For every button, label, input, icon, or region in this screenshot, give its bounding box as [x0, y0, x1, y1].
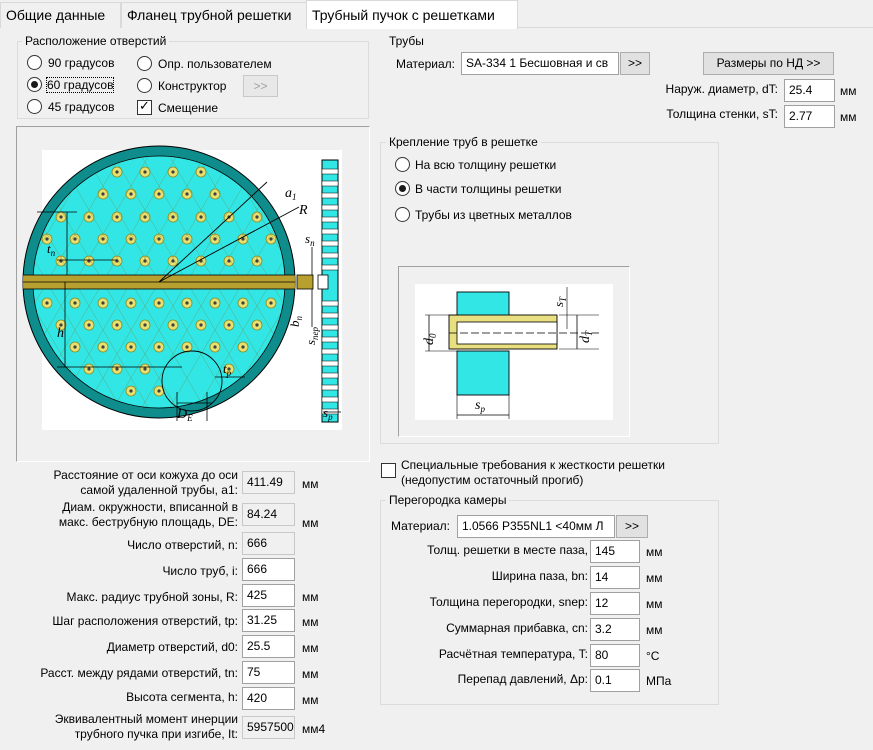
tube-hole-center [129, 389, 132, 392]
side-tube-cut [322, 349, 338, 354]
side-tube-cut [322, 325, 338, 330]
tube-hole-center [157, 345, 160, 348]
check-mark-icon: ✓ [139, 98, 150, 113]
segment-height-label: Высота сегмента, h: [126, 690, 238, 704]
radio-60-degrees[interactable] [27, 77, 42, 92]
label-tn: $t_n$ [47, 241, 56, 258]
partition-wall-field[interactable]: 12 [590, 592, 640, 615]
radio-full-thickness-label: На всю толщину решетки [415, 158, 557, 172]
hole-diameter-label: Диаметр отверстий, d0: [106, 640, 238, 654]
tube-zone-radius-label: Макс. радиус трубной зоны, R: [66, 590, 238, 604]
allowance-label: Суммарная прибавка, cn: [446, 621, 588, 635]
tube-zone-radius-field[interactable]: 425 [242, 584, 295, 607]
tube-hole-center [255, 215, 258, 218]
label-sn: $s_n$ [305, 231, 315, 248]
side-tube-cut [322, 373, 338, 378]
side-tube-cut [322, 397, 338, 402]
outer-diameter-label: Наруж. диаметр, dT: [665, 82, 778, 96]
side-tube-cut [322, 265, 338, 270]
holes-layout-legend: Расположение отверстий [22, 34, 169, 48]
radio-user-defined-label: Опр. пользователем [158, 57, 272, 71]
side-tube-cut [322, 193, 338, 198]
tube-hole-center [185, 345, 188, 348]
label-h: h [57, 326, 64, 341]
tube-hole-center [199, 170, 202, 173]
row-spacing-unit: мм [302, 667, 319, 681]
tube-hole-center [73, 345, 76, 348]
tube-hole-center [157, 192, 160, 195]
tubes-count-label: Число труб, i: [162, 564, 238, 578]
pressure-drop-unit: МПа [646, 674, 672, 688]
tubes-legend: Трубы [386, 34, 427, 48]
radio-partial-thickness[interactable] [395, 181, 410, 196]
tube-hole-center [45, 301, 48, 304]
tube-hole-center [101, 192, 104, 195]
slot-width-unit: мм [646, 571, 663, 585]
side-tube-cut [322, 169, 338, 174]
tube-hole-center [157, 389, 160, 392]
slot-width-field[interactable]: 14 [590, 566, 640, 589]
tube-hole-center [185, 237, 188, 240]
label-DE: $D_E$ [177, 407, 193, 423]
a1-label-line1: Расстояние от оси кожуха до оси [53, 468, 238, 482]
wall-thickness-field[interactable]: 2.77 [784, 105, 835, 128]
side-tube-cut [322, 241, 338, 246]
side-tube-cut [322, 181, 338, 186]
offset-checkbox-label: Смещение [158, 101, 219, 115]
radio-45-degrees-label: 45 градусов [48, 100, 115, 114]
tube-hole-center [143, 215, 146, 218]
tube-zone-radius-unit: мм [302, 590, 319, 604]
partition-thickness-label: Толщ. решетки в месте паза, [427, 543, 588, 557]
radio-90-degrees-label: 90 градусов [48, 56, 115, 70]
side-tube-cut [322, 361, 338, 366]
de-label-line2: макс. беструбную площадь, DE: [58, 515, 238, 529]
tube-joint-drawing-panel [398, 266, 630, 437]
partition-wall-unit: мм [646, 597, 663, 611]
outer-diameter-field[interactable]: 25.4 [784, 79, 835, 102]
label-joint-d0: $d_0$ [422, 333, 438, 345]
tube-hole-center [171, 215, 174, 218]
tube-hole-center [269, 237, 272, 240]
de-field: 84.24 [242, 503, 295, 526]
tube-hole-center [241, 301, 244, 304]
partition-material-button[interactable]: >> [616, 515, 648, 538]
tube-hole-center [241, 345, 244, 348]
allowance-unit: мм [646, 623, 663, 637]
tube-hole-center [199, 323, 202, 326]
side-tube-cut [322, 217, 338, 222]
de-unit: мм [302, 516, 319, 530]
tube-hole-center [213, 345, 216, 348]
stiffness-label-line1: Специальные требования к жесткости решетки [401, 458, 666, 472]
segment-height-unit: мм [302, 693, 319, 707]
tube-material-field[interactable]: SA-334 1 Бесшовная и св [461, 52, 619, 75]
tube-hole-center [101, 345, 104, 348]
label-tp: $t_p$ [223, 361, 232, 378]
partition-thickness-unit: мм [646, 545, 663, 559]
tube-hole-center [185, 301, 188, 304]
hole-diameter-field[interactable]: 25.5 [242, 635, 295, 658]
tube-hole-center [199, 215, 202, 218]
tube-hole-center [87, 215, 90, 218]
tube-hole-center [213, 301, 216, 304]
tube-hole-center [157, 237, 160, 240]
label-bn: $b_n$ [287, 316, 304, 327]
radio-90-degrees[interactable] [27, 55, 42, 70]
wall-thickness-unit: мм [840, 110, 857, 124]
partition-thickness-field[interactable]: 145 [590, 540, 640, 563]
tube-hole-center [185, 192, 188, 195]
side-tube-cut [322, 205, 338, 210]
tab-bar [0, 0, 873, 28]
inertia-field: 5957500 [242, 716, 295, 739]
hole-pitch-unit: мм [302, 615, 319, 629]
partition-wall-label: Толщина перегородки, snep: [429, 595, 588, 609]
inertia-unit: мм4 [302, 722, 326, 736]
tubes-count-field[interactable]: 666 [242, 558, 295, 581]
temperature-label: Расчётная температура, T: [438, 647, 588, 661]
radio-full-thickness[interactable] [395, 157, 410, 172]
label-joint-dT: $d_T$ [578, 330, 594, 343]
tube-hole-center [129, 301, 132, 304]
constructor-button[interactable]: >> [243, 75, 278, 97]
slot-width-label: Ширина паза, bn: [491, 569, 588, 583]
pressure-drop-field[interactable]: 0.1 [590, 669, 640, 692]
tube-hole-center [143, 367, 146, 370]
partition-material-field[interactable]: 1.0566 P355NL1 <40мм Л [457, 515, 615, 538]
tubesheet-drawing-panel [16, 126, 370, 462]
tubesheet-drawing [17, 127, 369, 461]
label-sp: $s_p$ [323, 405, 333, 422]
row-spacing-label: Расст. между рядами отверстий, tn: [40, 666, 238, 680]
label-a1: $a_1$ [285, 186, 297, 202]
tube-hole-center [73, 301, 76, 304]
segment-height-field[interactable]: 420 [242, 687, 295, 710]
label-R: R [299, 203, 308, 218]
tube-hole-center [129, 345, 132, 348]
wall-thickness-label: Толщина стенки, sT: [666, 107, 778, 121]
pressure-drop-label: Перепад давлений, Δp: [457, 672, 588, 686]
temperature-field[interactable]: 80 [590, 644, 640, 667]
radio-45-degrees[interactable] [27, 99, 42, 114]
tube-material-button[interactable]: >> [620, 52, 650, 75]
tab-tube-bundle[interactable]: Трубный пучок с решетками [306, 0, 518, 29]
radio-60-degrees-label: 60 градусов [47, 78, 114, 92]
side-tube-cut [322, 337, 338, 342]
tube-joint-drawing [399, 267, 629, 436]
inertia-label-line2: трубного пучка при изгибе, It: [74, 727, 238, 741]
a1-field: 411.49 [242, 471, 295, 494]
allowance-field[interactable]: 3.2 [590, 618, 640, 641]
de-label-line1: Диам. окружности, вписанной в [62, 500, 238, 514]
radio-constructor[interactable] [137, 78, 152, 93]
label-joint-sT: $s_T$ [551, 296, 568, 307]
temperature-unit: °C [646, 649, 660, 663]
tube-hole-center [171, 170, 174, 173]
tube-hole-center [213, 237, 216, 240]
tube-fixing-legend: Крепление труб в решетке [386, 135, 541, 149]
tube-hole-center [101, 301, 104, 304]
radio-constructor-label: Конструктор [158, 79, 227, 93]
tube-hole-center [115, 323, 118, 326]
radio-nonferrous-tubes[interactable] [395, 207, 410, 222]
hole-pitch-label: Шаг расположения отверстий, tp: [52, 614, 238, 628]
hole-diameter-unit: мм [302, 641, 319, 655]
side-tube-cut [322, 385, 338, 390]
tube-hole-center [129, 237, 132, 240]
tube-hole-center [73, 237, 76, 240]
side-tube-cut [322, 301, 338, 306]
holes-count-label: Число отверстий, n: [127, 538, 238, 552]
side-tube-cut [322, 313, 338, 318]
a1-unit: мм [302, 477, 319, 491]
tube-hole-center [157, 301, 160, 304]
radio-nonferrous-tubes-label: Трубы из цветных металлов [415, 208, 572, 222]
tube-hole-center [171, 323, 174, 326]
tube-hole-center [129, 192, 132, 195]
stiffness-label-line2: (недопустим остаточный прогиб) [401, 473, 584, 487]
hole-pitch-field[interactable]: 31.25 [242, 609, 295, 632]
tube-material-label: Материал: [396, 57, 455, 71]
tube-hole-center [213, 192, 216, 195]
tab-general[interactable]: Общие данные [0, 2, 121, 28]
tube-hole-center [115, 367, 118, 370]
offset-checkbox[interactable] [137, 100, 152, 115]
stiffness-checkbox[interactable] [381, 463, 396, 478]
tube-hole-center [87, 323, 90, 326]
sizes-by-standard-button[interactable]: Размеры по НД >> [703, 52, 834, 75]
row-spacing-field[interactable]: 75 [242, 661, 295, 684]
label-joint-sp: $s_p$ [475, 398, 485, 414]
holes-count-field: 666 [242, 532, 295, 555]
side-tube-cut [322, 229, 338, 234]
radio-partial-thickness-label: В части толщины решетки [415, 182, 562, 196]
partition-legend: Перегородка камеры [386, 493, 509, 507]
tube-hole-center [101, 237, 104, 240]
inertia-label-line1: Эквивалентный момент инерции [54, 712, 238, 726]
tube-hole-center [115, 215, 118, 218]
tube-hole-center [269, 301, 272, 304]
tube-hole-center [143, 323, 146, 326]
tube-hole-center [115, 170, 118, 173]
tube-hole-center [59, 215, 62, 218]
radio-user-defined[interactable] [137, 56, 152, 71]
side-tube-cut [322, 253, 338, 258]
tube-hole-center [255, 323, 258, 326]
tube-hole-center [227, 323, 230, 326]
outer-diameter-unit: мм [840, 84, 857, 98]
partition-material-label: Материал: [391, 519, 450, 533]
tube-hole-center [87, 367, 90, 370]
a1-label-line2: самой удаленной трубы, a1: [80, 483, 238, 497]
tube-hole-center [143, 170, 146, 173]
tab-flange[interactable]: Фланец трубной решетки [121, 2, 307, 28]
label-snep: $s_{пер}$ [303, 326, 320, 345]
